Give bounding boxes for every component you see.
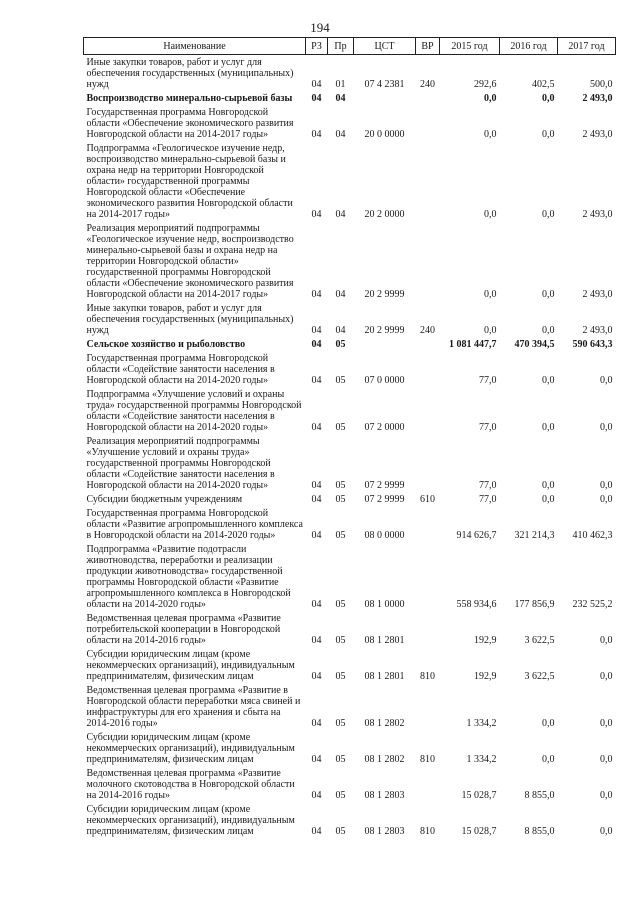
cell-rz: 04 <box>311 718 322 729</box>
cell-2016: 8 855,0 <box>524 826 555 837</box>
cell-pr: 05 <box>335 754 346 765</box>
cell-name: Ведомственная целевая программа «Развитие в Новгородской области переработки мяса свиней и инфраструктуры для его хранения и сбыта на 2014-2016 годы» <box>86 685 301 729</box>
cell-cst: 08 1 2802 <box>364 754 405 765</box>
cell-vr <box>416 221 440 301</box>
cell-pr: 05 <box>335 635 346 646</box>
cell-2015: 15 028,7 <box>461 790 497 801</box>
cell-rz: 04 <box>311 93 322 104</box>
cell-pr: 05 <box>335 826 346 837</box>
cell-rz: 04 <box>311 480 322 491</box>
cell-vr <box>416 141 440 221</box>
header-pr: Пр <box>328 38 354 55</box>
cell-vr <box>416 387 440 434</box>
cell-2015: 0,0 <box>484 129 497 140</box>
table-row <box>84 387 616 434</box>
cell-cst: 08 1 2803 <box>364 826 405 837</box>
cell-2015: 77,0 <box>479 375 497 386</box>
table-row <box>84 730 616 766</box>
cell-2015: 1 081 447,7 <box>449 339 497 350</box>
cell-2015: 15 028,7 <box>461 826 497 837</box>
cell-pr: 05 <box>335 422 346 433</box>
cell-name: Ведомственная целевая программа «Развитие молочного скотоводства в Новгородской области на 2014-2016 годы» <box>86 768 295 801</box>
cell-cst: 20 2 0000 <box>364 209 405 220</box>
cell-cst: 08 1 2801 <box>364 635 405 646</box>
cell-2016: 0,0 <box>542 325 555 336</box>
cell-2017: 500,0 <box>590 79 613 90</box>
cell-vr: 240 <box>420 325 435 336</box>
table-row <box>84 766 616 802</box>
cell-rz: 04 <box>311 289 322 300</box>
cell-name: Государственная программа Новгородской области «Развитие агропромышленного комплекса в Новгородской области на 2014-2020 годы» <box>86 508 303 541</box>
cell-rz: 04 <box>311 422 322 433</box>
cell-cst: 20 2 9999 <box>364 325 405 336</box>
cell-cst: 08 1 2802 <box>364 718 405 729</box>
table-row <box>84 221 616 301</box>
cell-rz: 04 <box>311 209 322 220</box>
cell-2015: 914 626,7 <box>456 530 497 541</box>
cell-pr: 05 <box>335 599 346 610</box>
cell-pr: 01 <box>335 79 346 90</box>
cell-2016: 3 622,5 <box>524 635 555 646</box>
cell-name: Сельское хозяйство и рыболовство <box>86 339 246 350</box>
cell-vr: 810 <box>420 754 435 765</box>
cell-pr: 05 <box>335 530 346 541</box>
cell-pr: 04 <box>335 289 346 300</box>
cell-cst: 20 2 9999 <box>364 289 405 300</box>
cell-2016: 0,0 <box>542 480 555 491</box>
table-row <box>84 492 616 506</box>
cell-2016: 0,0 <box>542 129 555 140</box>
cell-rz: 04 <box>311 79 322 90</box>
cell-pr: 04 <box>335 325 346 336</box>
cell-rz: 04 <box>311 339 322 350</box>
cell-cst: 07 2 9999 <box>364 480 405 491</box>
cell-2017: 0,0 <box>600 754 613 765</box>
cell-2016: 177 856,9 <box>514 599 555 610</box>
cell-2016: 0,0 <box>542 754 555 765</box>
cell-cst: 20 0 0000 <box>364 129 405 140</box>
cell-2016: 0,0 <box>542 289 555 300</box>
cell-2015: 192,9 <box>474 635 497 646</box>
header-2017: 2017 год <box>558 38 616 55</box>
cell-vr: 810 <box>420 671 435 682</box>
cell-rz: 04 <box>311 129 322 140</box>
cell-vr <box>416 542 440 611</box>
cell-pr: 04 <box>335 129 346 140</box>
table-row <box>84 141 616 221</box>
cell-2017: 0,0 <box>600 718 613 729</box>
page-number: 194 <box>310 20 330 35</box>
cell-2017: 0,0 <box>600 422 613 433</box>
cell-rz: 04 <box>311 325 322 336</box>
cell-name: Подпрограмма «Улучшение условий и охраны труда» государственной программы Новгородской области «Содействие занятости населения в Новгородской области на 2014-2020 годы» <box>86 389 302 433</box>
table-row <box>84 105 616 141</box>
header-2016: 2016 год <box>500 38 558 55</box>
header-name: Наименование <box>84 38 306 55</box>
cell-2016: 8 855,0 <box>524 790 555 801</box>
table-row <box>84 91 616 105</box>
table-row <box>84 337 616 351</box>
cell-rz: 04 <box>311 530 322 541</box>
cell-2015: 0,0 <box>484 289 497 300</box>
cell-name: Реализация мероприятий подпрограммы «Геологическое изучение недр, воспроизводство минерально-сырьевой базы и охрана недр на территории Новгородской области» государственной программы Новгородской области «Обеспечение экономического развития Новгородской области на 2014-2017 годы» <box>86 223 294 300</box>
cell-pr: 05 <box>335 375 346 386</box>
cell-2016: 321 214,3 <box>514 530 555 541</box>
cell-rz: 04 <box>311 599 322 610</box>
cell-2015: 77,0 <box>479 480 497 491</box>
cell-2017: 0,0 <box>600 826 613 837</box>
cell-name: Государственная программа Новгородской области «Обеспечение экономического развития Новгородской области на 2014-2017 годы» <box>86 107 294 140</box>
cell-name: Иные закупки товаров, работ и услуг для обеспечения государственных (муниципальных) нужд <box>86 303 294 336</box>
table-row <box>84 506 616 542</box>
cell-pr: 05 <box>335 480 346 491</box>
cell-vr: 240 <box>420 79 435 90</box>
cell-2017: 0,0 <box>600 494 613 505</box>
cell-rz: 04 <box>311 790 322 801</box>
header-rz: РЗ <box>306 38 328 55</box>
cell-pr: 04 <box>335 93 346 104</box>
cell-2015: 0,0 <box>484 209 497 220</box>
cell-pr: 05 <box>335 671 346 682</box>
table-row <box>84 301 616 337</box>
table-header-row <box>84 38 616 55</box>
header-2015: 2015 год <box>440 38 500 55</box>
cell-name: Воспроизводство минерально-сырьевой базы <box>86 93 293 104</box>
cell-2015: 558 934,6 <box>456 599 497 610</box>
cell-name: Иные закупки товаров, работ и услуг для обеспечения государственных (муниципальных) нужд <box>86 57 294 90</box>
cell-2017: 232 525,2 <box>572 599 613 610</box>
cell-vr <box>416 766 440 802</box>
cell-2017: 0,0 <box>600 671 613 682</box>
cell-cst <box>354 337 416 351</box>
cell-2017: 2 493,0 <box>582 129 613 140</box>
cell-name: Государственная программа Новгородской области «Содействие занятости населения в Новгородской области на 2014-2020 годы» <box>86 353 275 386</box>
cell-name: Субсидии юридическим лицам (кроме некоммерческих организаций), индивидуальным предпринимателям, физическим лицам <box>86 649 295 682</box>
cell-name: Подпрограмма «Развитие подотрасли животноводства, переработки и реализации продукции животноводства» государственной программы Новгородской области «Развитие агропромышленного комплекса в Новгородской области на 2014-2020 годы» <box>86 544 291 610</box>
cell-2017: 590 643,3 <box>572 339 613 350</box>
cell-cst: 08 1 0000 <box>364 599 405 610</box>
cell-2017: 410 462,3 <box>572 530 613 541</box>
cell-cst: 07 4 2381 <box>364 79 405 90</box>
cell-cst: 07 0 0000 <box>364 375 405 386</box>
cell-2016: 0,0 <box>542 422 555 433</box>
cell-name: Подпрограмма «Геологическое изучение недр, воспроизводство минерально-сырьевой базы и охрана недр на территории Новгородской области» государственной программы Новгородской области «Обеспечение экономического развития Новгородской области на 2014-2017 годы» <box>86 143 293 220</box>
cell-pr: 05 <box>335 718 346 729</box>
header-cst: ЦСТ <box>354 38 416 55</box>
table-row <box>84 55 616 92</box>
cell-pr: 05 <box>335 494 346 505</box>
table-row <box>84 351 616 387</box>
cell-cst: 08 1 2803 <box>364 790 405 801</box>
cell-rz: 04 <box>311 635 322 646</box>
cell-2017: 0,0 <box>600 635 613 646</box>
cell-2017: 2 493,0 <box>582 325 613 336</box>
cell-2016: 0,0 <box>542 375 555 386</box>
cell-2017: 0,0 <box>600 375 613 386</box>
cell-2016: 402,5 <box>532 79 555 90</box>
table-row <box>84 802 616 838</box>
cell-rz: 04 <box>311 375 322 386</box>
cell-vr <box>416 611 440 647</box>
cell-rz: 04 <box>311 494 322 505</box>
cell-2017: 0,0 <box>600 790 613 801</box>
cell-2016: 0,0 <box>542 209 555 220</box>
cell-2015: 77,0 <box>479 422 497 433</box>
cell-2015: 1 334,2 <box>466 754 497 765</box>
table-row <box>84 434 616 492</box>
cell-cst: 07 2 9999 <box>364 494 405 505</box>
cell-rz: 04 <box>311 671 322 682</box>
cell-name: Реализация мероприятий подпрограммы «Улучшение условий и охраны труда» государственной программы Новгородской области «Содействие занятости населения в Новгородской области на 2014-2020 годы» <box>86 436 275 491</box>
cell-vr <box>416 683 440 730</box>
cell-2017: 0,0 <box>600 480 613 491</box>
cell-name: Ведомственная целевая программа «Развитие потребительской кооперации в Новгородской области на 2014-2016 годы» <box>86 613 281 646</box>
cell-2015: 292,6 <box>474 79 497 90</box>
cell-name: Субсидии юридическим лицам (кроме некоммерческих организаций), индивидуальным предпринимателям, физическим лицам <box>86 732 295 765</box>
cell-2016: 0,0 <box>542 494 555 505</box>
cell-cst: 08 1 2801 <box>364 671 405 682</box>
cell-2016: 3 622,5 <box>524 671 555 682</box>
cell-vr <box>416 434 440 492</box>
cell-pr: 05 <box>335 339 346 350</box>
table-row <box>84 542 616 611</box>
cell-cst: 08 0 0000 <box>364 530 405 541</box>
cell-vr: 810 <box>420 826 435 837</box>
table-row <box>84 647 616 683</box>
cell-2017: 2 493,0 <box>582 93 613 104</box>
cell-2015: 0,0 <box>484 325 497 336</box>
cell-name: Субсидии юридическим лицам (кроме некоммерческих организаций), индивидуальным предпринимателям, физическим лицам <box>86 804 295 837</box>
cell-pr: 04 <box>335 209 346 220</box>
cell-2017: 2 493,0 <box>582 209 613 220</box>
cell-cst: 07 2 0000 <box>364 422 405 433</box>
cell-2015: 1 334,2 <box>466 718 497 729</box>
budget-table <box>83 37 616 838</box>
cell-2016: 0,0 <box>542 93 555 104</box>
cell-vr <box>416 506 440 542</box>
cell-2016: 0,0 <box>542 718 555 729</box>
cell-2017: 2 493,0 <box>582 289 613 300</box>
cell-rz: 04 <box>311 826 322 837</box>
cell-vr: 610 <box>420 494 435 505</box>
cell-vr <box>416 105 440 141</box>
cell-2015: 77,0 <box>479 494 497 505</box>
table-row <box>84 683 616 730</box>
cell-vr <box>416 351 440 387</box>
cell-2016: 470 394,5 <box>514 339 555 350</box>
header-vr: ВР <box>416 38 440 55</box>
cell-rz: 04 <box>311 754 322 765</box>
cell-2015: 192,9 <box>474 671 497 682</box>
cell-cst <box>354 91 416 105</box>
cell-vr <box>416 337 440 351</box>
cell-name: Субсидии бюджетным учреждениям <box>86 494 243 505</box>
table-row <box>84 611 616 647</box>
cell-vr <box>416 91 440 105</box>
cell-pr: 05 <box>335 790 346 801</box>
cell-2015: 0,0 <box>484 93 497 104</box>
table-body <box>84 55 616 839</box>
